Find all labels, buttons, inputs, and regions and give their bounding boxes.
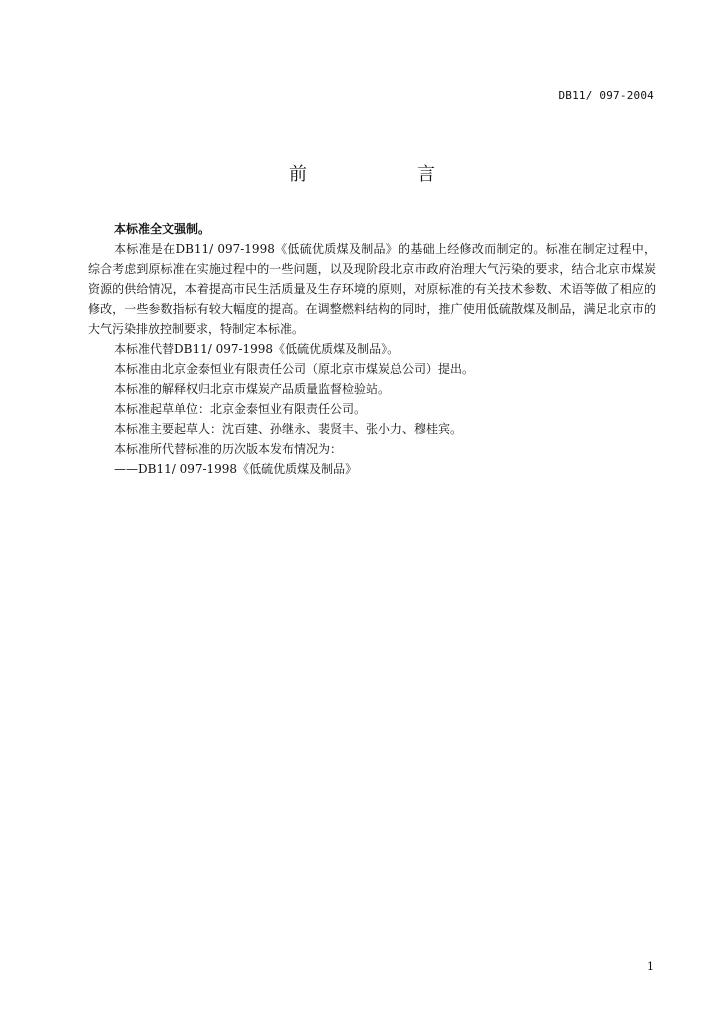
paragraph-version-history-item: ——DB11/ 097-1998《低硫优质煤及制品》 [114, 462, 358, 476]
paragraph-interpretation: 本标准的解释权归北京市煤炭产品质量监督检验站。 [114, 382, 391, 396]
paragraph-replaces: 本标准代替DB11/ 097-1998《低硫优质煤及制品》。 [114, 342, 400, 356]
paragraph-drafters: 本标准主要起草人：沈百建、孙继永、裴贤丰、张小力、穆桂宾。 [114, 422, 463, 436]
page-number: 1 [647, 960, 654, 973]
paragraph-version-history-intro: 本标准所代替标准的历次版本发布情况为： [114, 442, 343, 456]
standard-code: DB11/ 097-2004 [558, 89, 654, 102]
paragraph-mandatory-statement: 本标准全文强制。 [114, 222, 211, 236]
paragraph-drafting-unit: 本标准起草单位：北京金泰恒业有限责任公司。 [114, 402, 367, 416]
page-title: 前 言 [289, 164, 481, 185]
paragraph-revision-basis: 本标准是在DB11/ 097-1998《低硫优质煤及制品》的基础上经修改而制定的。标准在制定过程中，综合考虑到原标准在实施过程中的一些问题，以及现阶段北京市政府治理大气污染的要求，结合北京市煤炭资源的供给情况，本着提高市民生活质量及生存环境的原则，对原标准的有关技术参数、术语等做了相应的修改，一些参数指标有较大幅度的提高。在调整燃料结构的同时，推广使用低硫散煤及制品，满足北京市的大气污染排放控制要求，特制定本标准。 [88, 242, 656, 336]
foreword-body [88, 219, 656, 479]
paragraph-proposed-by: 本标准由北京金泰恒业有限责任公司（原北京市煤炭总公司）提出。 [114, 362, 475, 376]
